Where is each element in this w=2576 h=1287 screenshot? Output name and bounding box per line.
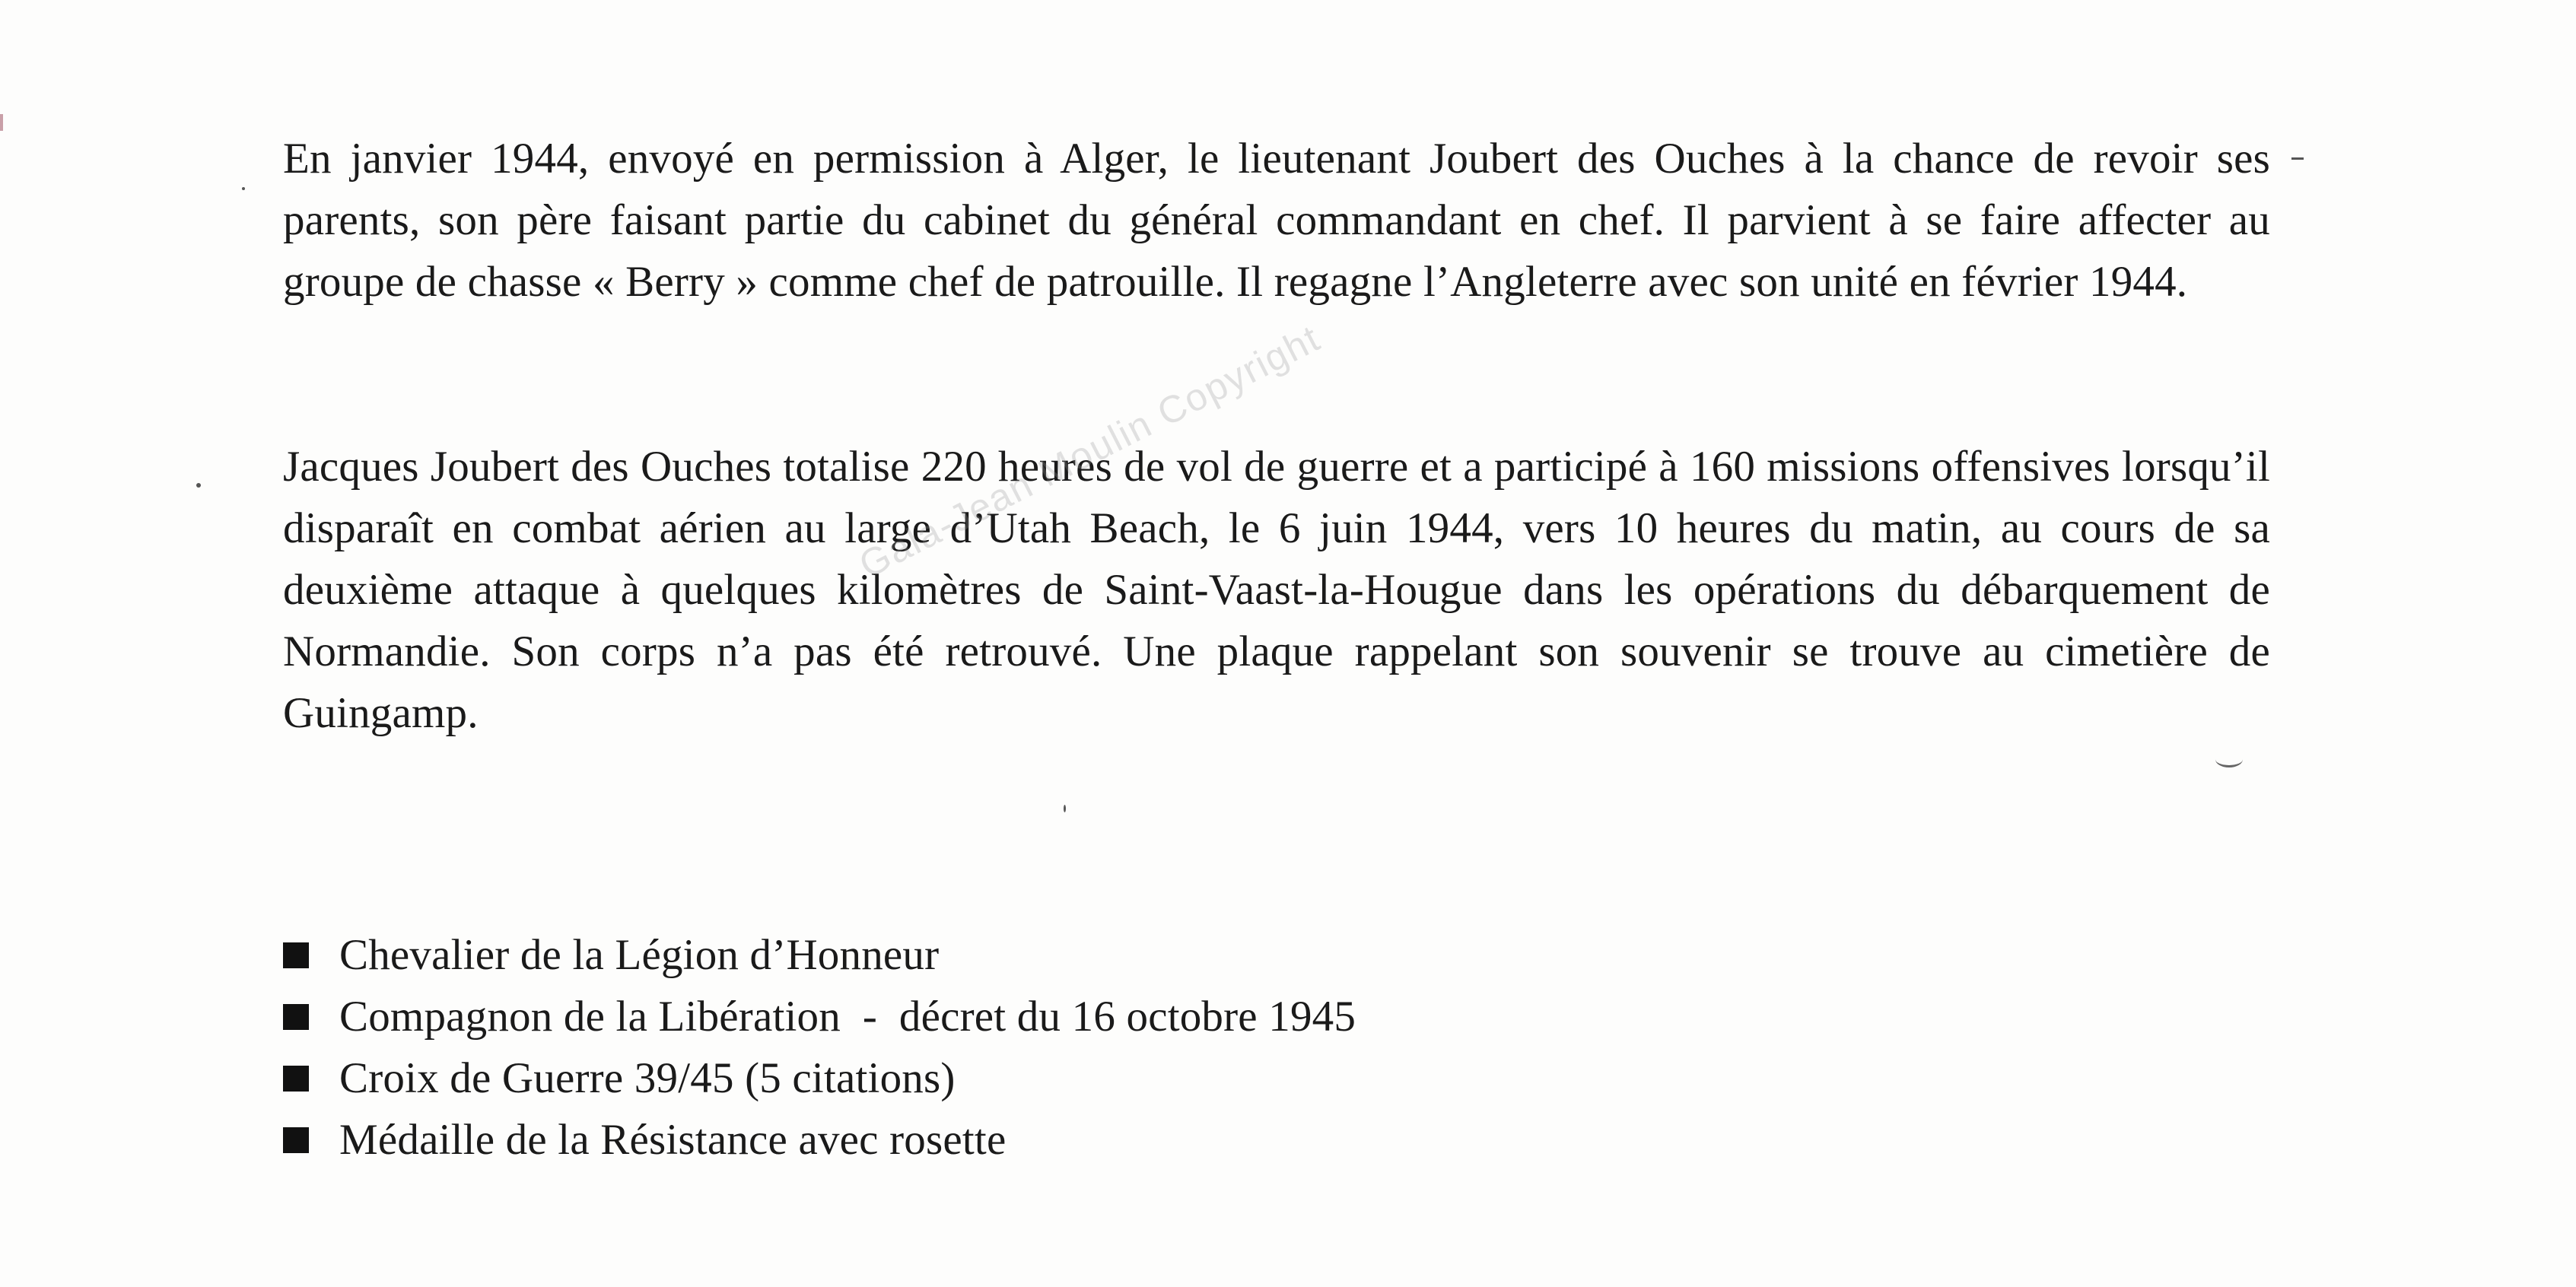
decoration-item — [283, 1109, 1356, 1171]
square-bullet-icon — [283, 1004, 309, 1030]
decoration-label: Compagnon de la Libération - décret du 16 octobre 1945 — [339, 993, 1356, 1041]
decoration-label: Médaille de la Résistance avec rosette — [339, 1116, 1007, 1164]
paragraph-disparition: Jacques Joubert des Ouches totalise 220 heures de vol de guerre et a participé à 160 missions offensives lorsqu’il disparaît en combat aérien au large d’Utah Beach, le 6 juin 1944, vers 10 heures du matin, au cours de sa deuxième attaque à quelques kilomètres de Saint-Vaast-la-Hougue dans les opérations du débarquement de Normandie. Son corps n’a pas été retrouvé. Une plaque rappelant son souvenir se trouve au cimetière de Guingamp. — [283, 443, 2270, 737]
decoration-label: Chevalier de la Légion d’Honneur — [339, 931, 940, 979]
decoration-item — [283, 924, 1356, 986]
stray-scribble — [2215, 752, 2243, 767]
paragraph-permission-alger: En janvier 1944, envoyé en permission à Alger, le lieutenant Joubert des Ouches à la chance de revoir ses parents, son père faisant partie du cabinet du général commandant en chef. Il parvient à se faire affecter au groupe de chasse « Berry » comme chef de patrouille. Il regagne l’Angleterre avec son unité en février 1944. — [283, 135, 2270, 306]
decorations-list — [283, 924, 1356, 1171]
square-bullet-icon — [283, 1127, 309, 1153]
square-bullet-icon — [283, 1066, 309, 1092]
scan-edge-mark — [0, 114, 3, 131]
decoration-item — [283, 986, 1356, 1047]
scan-speck — [1064, 805, 1066, 812]
square-bullet-icon — [283, 942, 309, 968]
copyright-watermark: Gala-Jean Moulin Copyright — [852, 316, 1328, 586]
decoration-label: Croix de Guerre 39/45 (5 citations) — [339, 1054, 956, 1102]
scan-speck — [196, 483, 201, 488]
decoration-item — [283, 1047, 1356, 1109]
stray-pen-mark — [2291, 157, 2304, 160]
scan-speck — [242, 187, 245, 190]
